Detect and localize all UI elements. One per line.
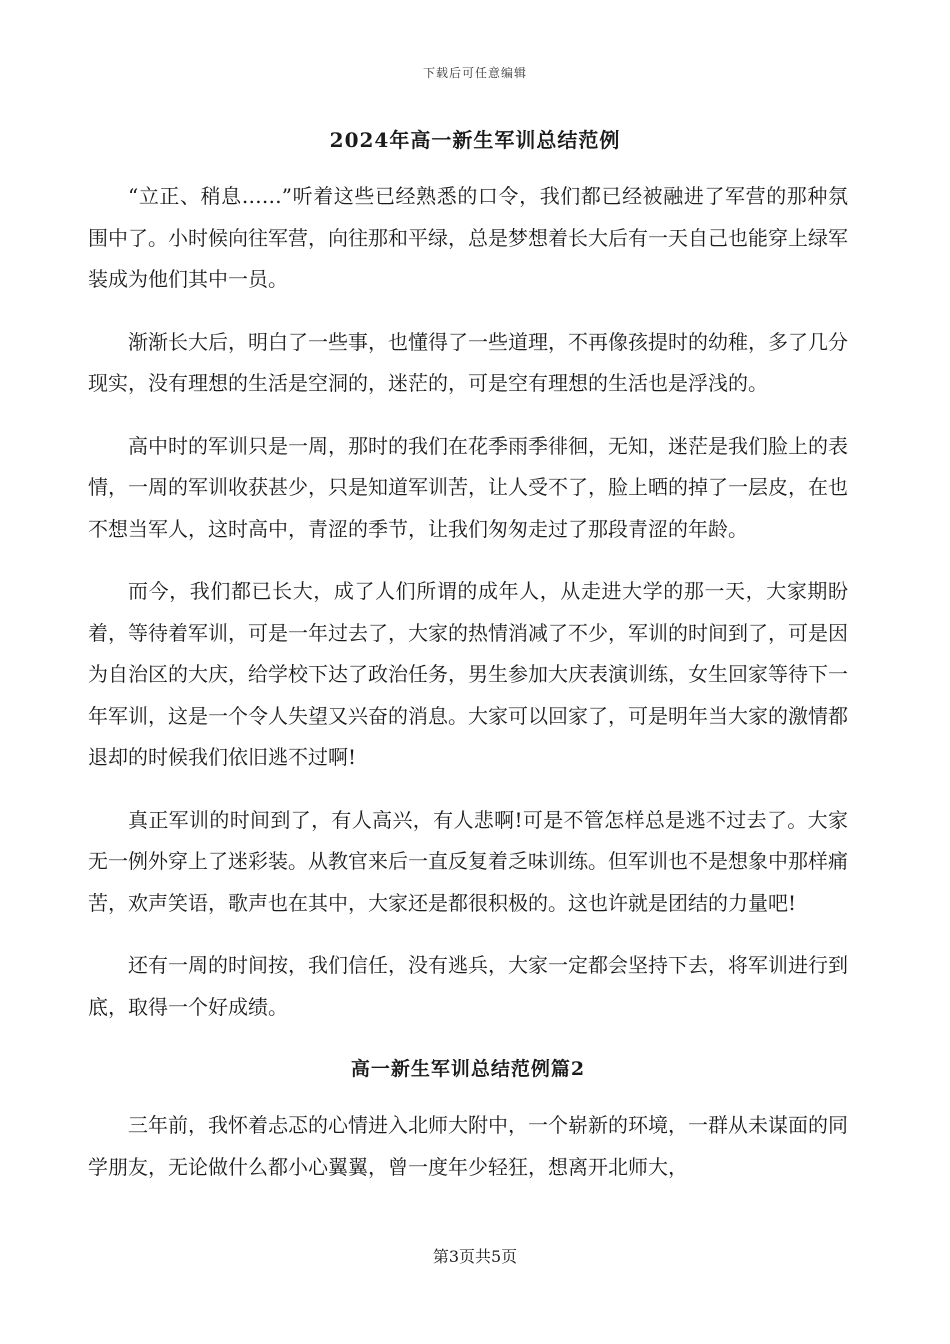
paragraph: 真正军训的时间到了，有人高兴，有人悲啊!可是不管怎样总是逃不过去了。大家无一例外穿上了迷彩装。从教官来后一直反复着乏味训练。但军训也不是想象中那样痛苦，欢声笑语，歌声也在其中，大家还是都很积极的。这也许就是团结的力量吧!: [88, 807, 848, 915]
document-body: [88, 176, 848, 1209]
section-title: 高一新生军训总结范例篇2: [350, 1058, 586, 1080]
paragraph: 还有一周的时间按，我们信任，没有逃兵，大家一定都会坚持下去，将军训进行到底，取得一个好成绩。: [88, 953, 848, 1019]
paragraph: “立正、稍息……”听着这些已经熟悉的口令，我们都已经被融进了军营的那种氛围中了。小时候向往军营，向往那和平绿，总是梦想着长大后有一天自己也能穿上绿军装成为他们其中一员。: [88, 184, 848, 291]
page-number: 第3页共5页: [432, 1247, 518, 1266]
paragraph: 高中时的军训只是一周，那时的我们在花季雨季徘徊，无知，迷茫是我们脸上的表情，一周的军训收获甚少，只是知道军训苦，让人受不了，脸上晒的掉了一层皮，在也不想当军人，这时高中，青涩的季节，让我们匆匆走过了那段青涩的年龄。: [88, 433, 848, 541]
paragraph: 渐渐长大后，明白了一些事，也懂得了一些道理，不再像孩提时的幼稚，多了几分现实，没有理想的生活是空洞的，迷茫的，可是空有理想的生活也是浮浅的。: [88, 329, 848, 395]
paragraph: 三年前，我怀着忐忑的心情进入北师大附中，一个崭新的环境，一群从未谋面的同学朋友，无论做什么都小心翼翼，曾一度年少轻狂，想离开北师大，: [88, 1113, 848, 1179]
header-note: 下载后可任意编辑: [422, 66, 527, 80]
paragraph: 而今，我们都已长大，成了人们所谓的成年人，从走进大学的那一天，大家期盼着，等待着军训，可是一年过去了，大家的热情消减了不少，军训的时间到了，可是因为自治区的大庆，给学校下达了政治任务，男生参加大庆表演训练，女生回家等待下一年军训，这是一个令人失望又兴奋的消息。大家可以回家了，可是明年当大家的激情都退却的时候我们依旧逃不过啊!: [88, 579, 848, 769]
document-title: 2024年高一新生军训总结范例: [329, 128, 621, 152]
